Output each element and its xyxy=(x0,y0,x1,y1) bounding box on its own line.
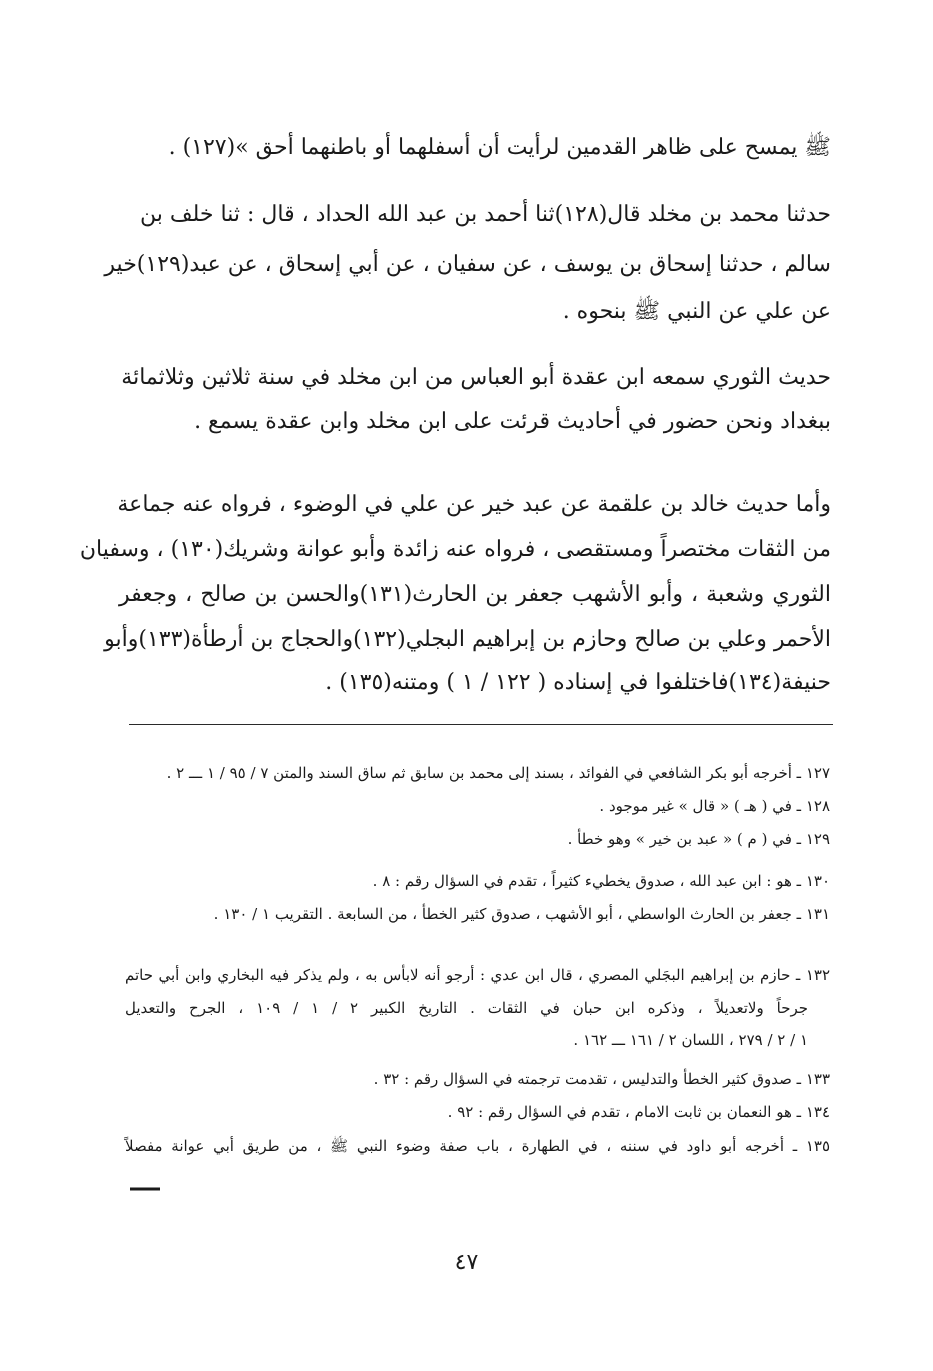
body-line-1: ﷺ يمسح على ظاهر القدمين لرأيت أن أسفلهما أو باطنهما أحق »(١٢٧) . xyxy=(168,135,831,160)
body-line-2: حدثنا محمد بن مخلد قال(١٢٨)ثنا أحمد بن عبد الله الحداد ، قال : ثنا خلف بن xyxy=(140,202,831,227)
body-line-3: سالم ، حدثنا إسحاق بن يوسف ، عن سفيان ، عن أبي إسحاق ، عن عبد(١٢٩)خير xyxy=(104,252,831,277)
footnote-132-end: ١ / ٢ / ٢٧٩ ، اللسان ٢ / ١٦١ ـــ ١٦٢ . xyxy=(573,1031,808,1049)
body-line-4: عن علي عن النبي ﷺ بنحوه . xyxy=(562,299,831,324)
footnote-130: ١٣٠ ـ هو : ابن عبد الله ، صدوق يخطيء كثيراً ، تقدم في السؤال رقم : ٨ . xyxy=(372,872,830,890)
body-line-8: من الثقات مختصراً ومستقصى ، فرواه عنه زائدة وأبو عوانة وشريك(١٣٠) ، وسفيان xyxy=(79,537,831,562)
page-number: ٤٧ xyxy=(454,1250,479,1275)
footnote-132: ١٣٢ ـ حازم بن إبراهيم البجَلي المصري ، قال ابن عدي : أرجو أنه لابأس به ، ولم يذكر فيه البخاري وابن أبي حاتم xyxy=(125,966,830,984)
body-line-9: الثوري وشعبة ، وأبو الأشهب جعفر بن الحارث(١٣١)والحسن بن صالح ، وجعفر xyxy=(119,582,831,607)
body-line-11: حنيفة(١٣٤)فاختلفوا في إسناده ( ١٢٢ / ١ ) ومتنه(١٣٥) . xyxy=(325,670,831,695)
left-arrow-icon xyxy=(130,1187,160,1191)
footnote-131: ١٣١ ـ جعفر بن الحارث الواسطي ، أبو الأشهب ، صدوق كثير الخطأ ، من السابعة . التقريب ١ / ١٣٠ . xyxy=(213,905,830,923)
footnote-separator xyxy=(129,724,833,725)
footnote-128: ١٢٨ ـ في ( هـ ) « قال » غير موجود . xyxy=(599,797,830,815)
body-line-10: الأحمر وعلي بن صالح وحازم بن إبراهيم البجلي(١٣٢)والحجاج بن أرطأة(١٣٣)وأبو xyxy=(104,627,831,652)
footnote-129: ١٢٩ ـ في ( م ) « عبد بن خير » وهو خطأ . xyxy=(567,830,830,848)
footnote-135: ١٣٥ ـ أخرجه أبو داود في سننه ، في الطهارة ، باب صفة وضوء النبي ﷺ ، من طريق أبي عوانة مفصلاً xyxy=(125,1137,830,1155)
footnote-127: ١٢٧ ـ أخرجه أبو بكر الشافعي في الفوائد ، بسند إلى محمد بن سابق ثم ساق السند والمتن ٧ / ٩٥ / ١ ـــ ٢ . xyxy=(166,764,830,782)
body-line-5: حديث الثوري سمعه ابن عقدة أبو العباس من ابن مخلد في سنة ثلاثين وثلاثمائة xyxy=(121,365,831,390)
body-line-7: وأما حديث خالد بن علقمة عن عبد خير عن علي في الوضوء ، فرواه عنه جماعة xyxy=(117,492,831,517)
body-line-6: ببغداد ونحن حضور في أحاديث قرئت على ابن مخلد وابن عقدة يسمع . xyxy=(194,409,831,434)
footnote-132-continued: جرحاً ولاتعديلاً ، وذكره ابن حبان في الثقات . التاريخ الكبير ٢ / ١ / ١٠٩ ، الجرح والتعديل xyxy=(125,999,809,1017)
footnote-134: ١٣٤ ـ هو النعمان بن ثابت الامام ، تقدم في السؤال رقم : ٩٢ . xyxy=(447,1103,830,1121)
footnote-133: ١٣٣ ـ صدوق كثير الخطأ والتدليس ، تقدمت ترجمته في السؤال رقم : ٣٢ . xyxy=(373,1070,830,1088)
